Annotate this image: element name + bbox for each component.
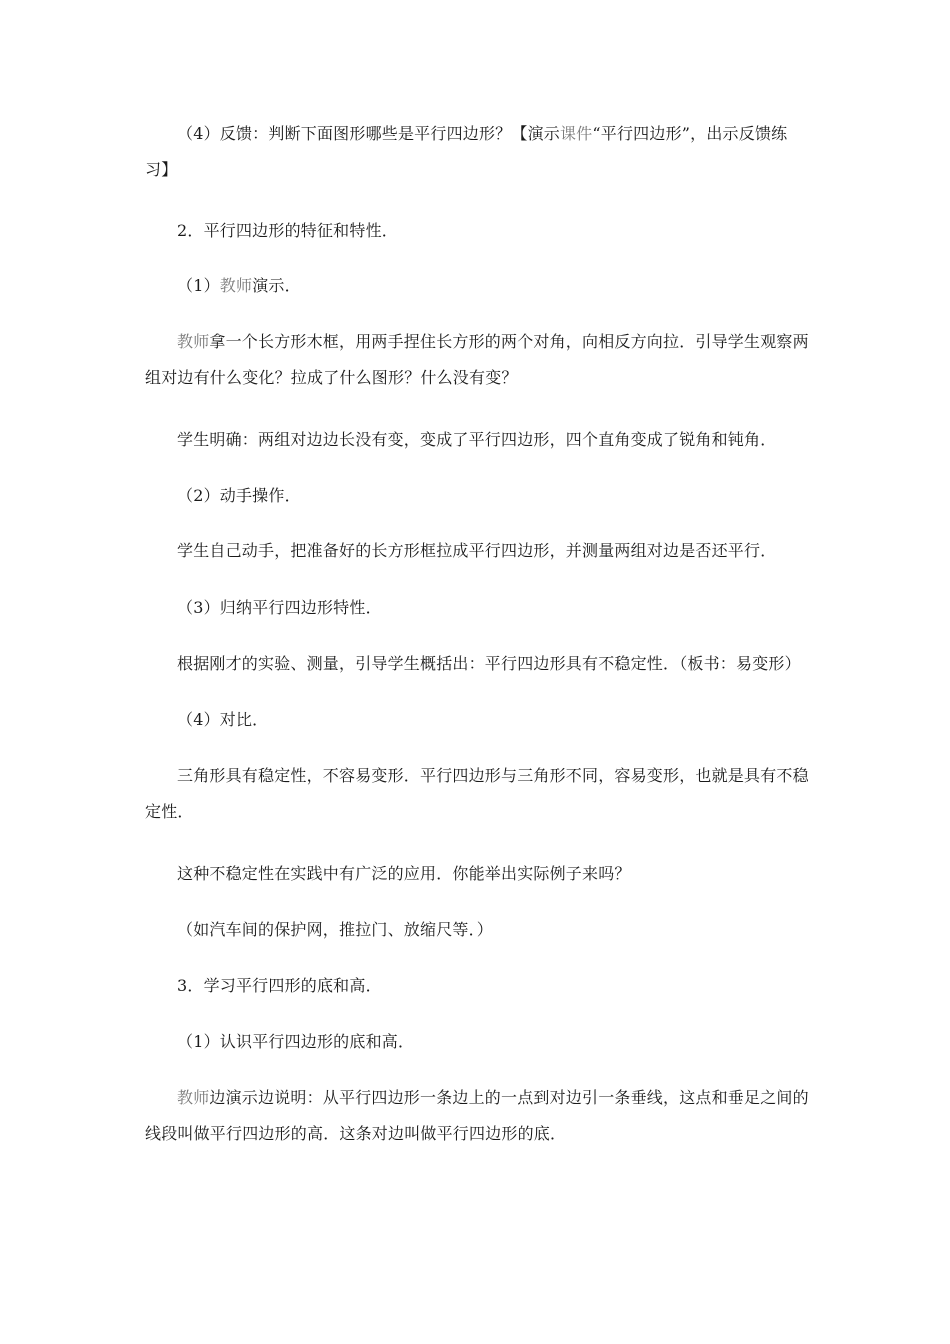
text-segment: “平行四边形”，出示反馈练习】	[145, 124, 788, 179]
text-segment: （4）对比．	[177, 710, 269, 729]
paragraph-feedback	[145, 116, 810, 188]
teacher-link[interactable]: 教师	[177, 1088, 210, 1107]
paragraph-conclusion	[145, 646, 810, 682]
paragraph-compare	[145, 702, 810, 738]
text-segment: 学生明确：两组对边边长没有变，变成了平行四边形，四个直角变成了锐角和钝角．	[177, 430, 777, 449]
text-segment: 三角形具有稳定性，不容易变形．平行四边形与三角形不同，容易变形，也就是具有不稳定性．	[145, 766, 809, 821]
text-segment: 2．平行四边形的特征和特性．	[177, 221, 398, 240]
teacher-link[interactable]: 教师	[177, 332, 210, 351]
text-segment: （1）	[177, 276, 220, 295]
paragraph-student-clarify	[145, 422, 810, 458]
paragraph-teacher-demo	[145, 268, 810, 304]
text-segment: 边演示边说明：从平行四边形一条边上的一点到对边引一条垂线，这点和垂足之间的线段叫做平行四边形的高．这条对边叫做平行四边形的底．	[145, 1088, 809, 1143]
paragraph-summarize	[145, 590, 810, 626]
paragraph-triangle	[145, 758, 810, 830]
paragraph-application	[145, 856, 810, 892]
text-segment: （1）认识平行四边形的底和高．	[177, 1032, 415, 1051]
paragraph-frame-demo	[145, 324, 810, 396]
text-segment: 演示．	[252, 276, 301, 295]
courseware-link[interactable]: 课件	[559, 124, 593, 143]
text-segment: 3．学习平行四形的底和高．	[177, 976, 382, 995]
teacher-link[interactable]: 教师	[219, 276, 253, 295]
paragraph-definition	[145, 1080, 810, 1152]
text-segment: 根据刚才的实验、测量，引导学生概括出：平行四边形具有不稳定性．（板书：易变形）	[177, 654, 801, 673]
text-segment: （2）动手操作．	[177, 486, 301, 505]
text-segment: （4）反馈：判断下面图形哪些是平行四边形？【演示	[177, 124, 560, 143]
text-segment: 拿一个长方形木框，用两手捏住长方形的两个对角，向相反方向拉．引导学生观察两组对边有什么变化？拉成了什么图形？什么没有变？	[145, 332, 809, 387]
paragraph-base-height	[145, 1024, 810, 1060]
text-segment: （3）归纳平行四边形特性．	[177, 598, 382, 617]
paragraph-hands-on	[145, 478, 810, 514]
text-segment: 这种不稳定性在实践中有广泛的应用．你能举出实际例子来吗？	[177, 864, 631, 883]
paragraph-student-practice	[145, 533, 810, 569]
text-segment: 学生自己动手，把准备好的长方形框拉成平行四边形，并测量两组对边是否还平行．	[177, 541, 777, 560]
paragraph-examples	[145, 912, 810, 948]
section-heading-3	[145, 968, 810, 1004]
text-segment: （如汽车间的保护网，推拉门、放缩尺等．）	[177, 920, 494, 939]
section-heading-2	[145, 213, 810, 249]
